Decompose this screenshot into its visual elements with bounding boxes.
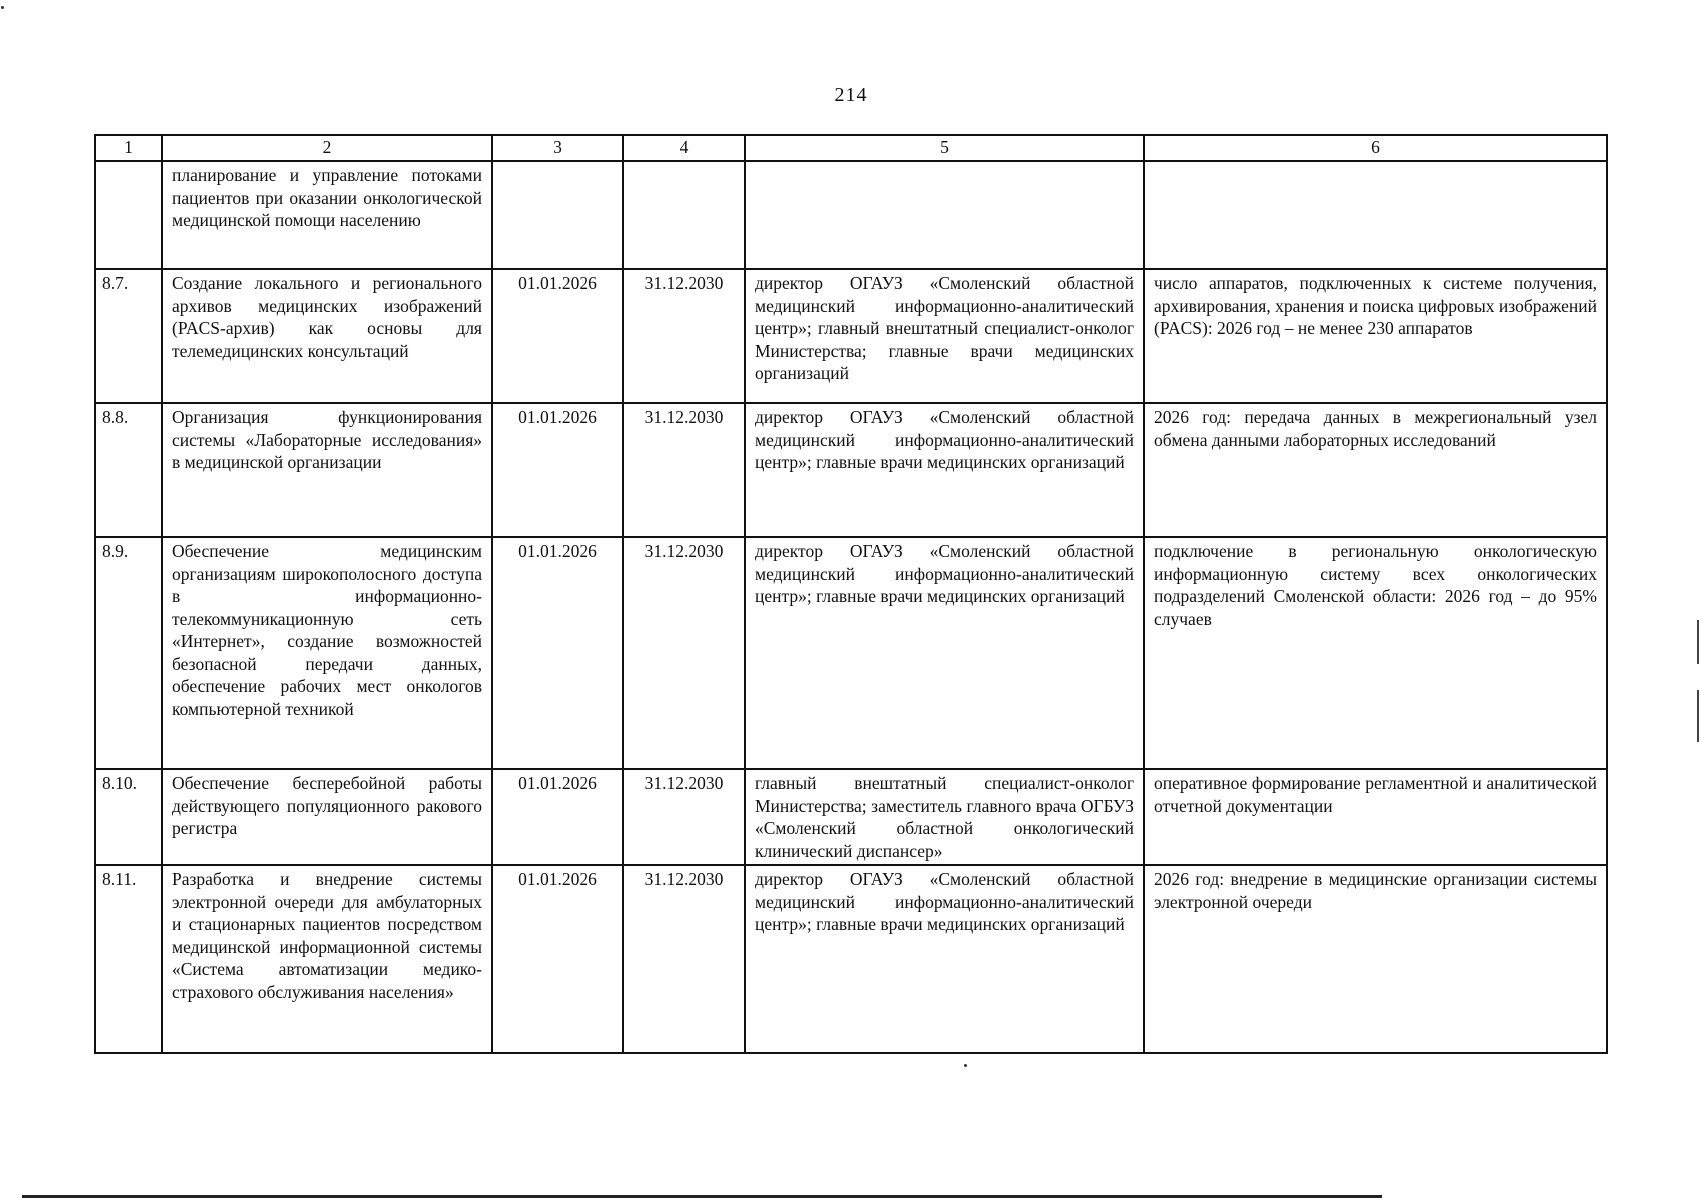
activity-cell: Обеспечение медицинским организациям широкополосного доступа в информационно-телекоммуникационную сеть «Интернет», создание возможностей безопасной передачи данных, обеспечение рабочих мест онкологов компьютерной техникой xyxy=(162,537,492,769)
row-number xyxy=(95,161,162,269)
result-cell: число аппаратов, подключенных к системе получения, архивирования, хранения и поиска цифровых изображений (PACS): 2026 год – не менее 230 аппаратов xyxy=(1144,269,1607,403)
responsible-cell: главный внештатный специалист-онколог Министерства; заместитель главного врача ОГБУЗ «Смоленский областной онкологический клинический диспансер» xyxy=(745,769,1144,865)
header-col-1: 1 xyxy=(95,135,162,161)
responsible-cell: директор ОГАУЗ «Смоленский областной медицинский информационно-аналитический центр»; главные врачи медицинских организаций xyxy=(745,537,1144,769)
responsible-cell: директор ОГАУЗ «Смоленский областной медицинский информационно-аналитический центр»; главные врачи медицинских организаций xyxy=(745,403,1144,537)
table-row xyxy=(95,769,1607,865)
responsible-cell: директор ОГАУЗ «Смоленский областной медицинский информационно-аналитический центр»; главные врачи медицинских организаций xyxy=(745,865,1144,1053)
start-date-cell: 01.01.2026 xyxy=(492,537,623,769)
activity-cell: Создание локального и регионального архивов медицинских изображений (PACS-архив) как основы для телемедицинских консультаций xyxy=(162,269,492,403)
row-number: 8.11. xyxy=(95,865,162,1053)
header-col-4: 4 xyxy=(623,135,745,161)
end-date-cell: 31.12.2030 xyxy=(623,403,745,537)
result-cell: оперативное формирование регламентной и аналитической отчетной документации xyxy=(1144,769,1607,865)
start-date-cell: 01.01.2026 xyxy=(492,769,623,865)
activities-table xyxy=(94,134,1608,1054)
start-date-cell: 01.01.2026 xyxy=(492,269,623,403)
header-col-6: 6 xyxy=(1144,135,1607,161)
table-row xyxy=(95,537,1607,769)
table-row xyxy=(95,269,1607,403)
result-cell: подключение в региональную онкологическую информационную систему всех онкологических подразделений Смоленской области: 2026 год – до 95% случаев xyxy=(1144,537,1607,769)
row-number: 8.7. xyxy=(95,269,162,403)
activity-cell: Обеспечение бесперебойной работы действующего популяционного ракового регистра xyxy=(162,769,492,865)
scan-mark xyxy=(1697,620,1699,664)
row-number: 8.9. xyxy=(95,537,162,769)
end-date-cell xyxy=(623,161,745,269)
scan-dot xyxy=(964,1064,967,1067)
table-header-row xyxy=(95,135,1607,161)
table-row xyxy=(95,161,1607,269)
page-number: 214 xyxy=(834,84,868,106)
result-cell: 2026 год: внедрение в медицинские организации системы электронной очереди xyxy=(1144,865,1607,1053)
start-date-cell xyxy=(492,161,623,269)
header-col-5: 5 xyxy=(745,135,1144,161)
responsible-cell: директор ОГАУЗ «Смоленский областной медицинский информационно-аналитический центр»; главный внештатный специалист-онколог Министерства; главные врачи медицинских организаций xyxy=(745,269,1144,403)
scan-dot xyxy=(1,6,4,9)
activity-cell: планирование и управление потоками пациентов при оказании онкологической медицинской помощи населению xyxy=(162,161,492,269)
end-date-cell: 31.12.2030 xyxy=(623,865,745,1053)
row-number: 8.10. xyxy=(95,769,162,865)
bottom-rule xyxy=(22,1195,1382,1198)
end-date-cell: 31.12.2030 xyxy=(623,537,745,769)
header-col-3: 3 xyxy=(492,135,623,161)
end-date-cell: 31.12.2030 xyxy=(623,269,745,403)
activity-cell: Организация функционирования системы «Лабораторные исследования» в медицинской организации xyxy=(162,403,492,537)
start-date-cell: 01.01.2026 xyxy=(492,403,623,537)
header-col-2: 2 xyxy=(162,135,492,161)
scan-mark xyxy=(1697,690,1699,742)
end-date-cell: 31.12.2030 xyxy=(623,769,745,865)
table-row xyxy=(95,403,1607,537)
activity-cell: Разработка и внедрение системы электронной очереди для амбулаторных и стационарных пациентов посредством медицинской информационной системы «Система автоматизации медико-страхового обслуживания населения» xyxy=(162,865,492,1053)
result-cell: 2026 год: передача данных в межрегиональный узел обмена данными лабораторных исследований xyxy=(1144,403,1607,537)
row-number: 8.8. xyxy=(95,403,162,537)
result-cell xyxy=(1144,161,1607,269)
table-row xyxy=(95,865,1607,1053)
responsible-cell xyxy=(745,161,1144,269)
start-date-cell: 01.01.2026 xyxy=(492,865,623,1053)
